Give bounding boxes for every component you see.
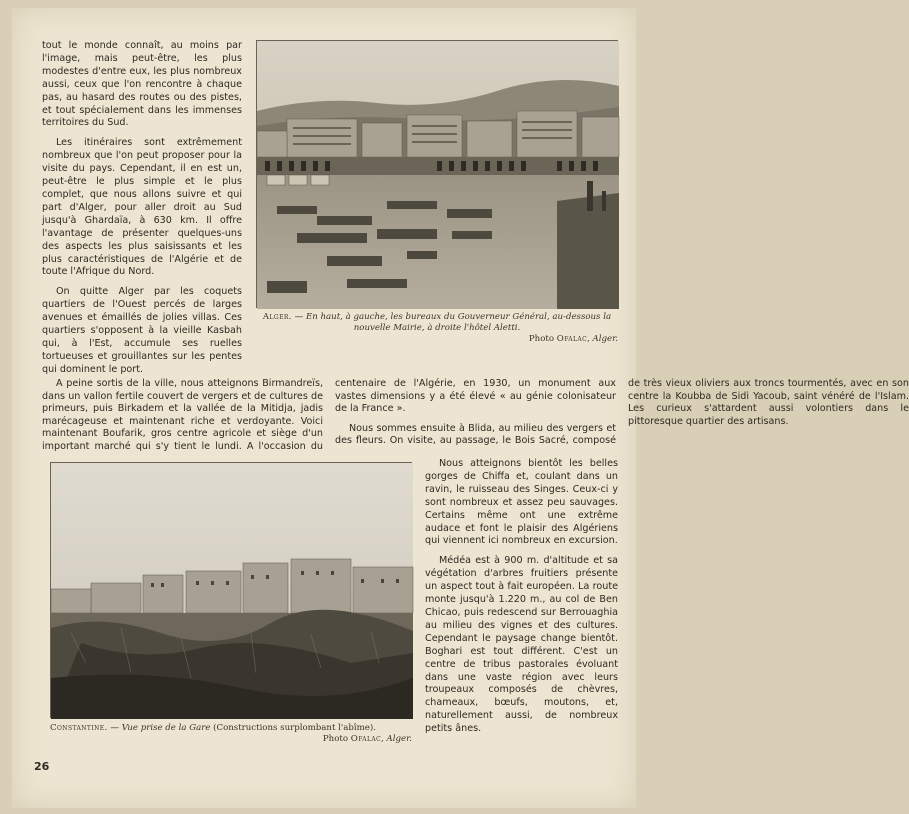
page-number: 26 xyxy=(34,760,50,773)
paragraph: On quitte Alger par les coquets quartiers de l'Ouest percés de larges avenues et émaillés de jolies villas. Ces quartiers s'opposent à la vieille Kasbah qui, à l'Est, accumule ses ruelles tortueuses et grouillantes sur les pentes qui dominent le port. xyxy=(42,286,242,375)
photo-credit: Photo Ofalac, Alger. xyxy=(528,334,618,344)
photo-caption-alger xyxy=(256,312,618,345)
photo-caption-constantine xyxy=(50,723,412,745)
article-middle-left xyxy=(42,378,909,458)
caption-place: Constantine. xyxy=(50,723,108,733)
constantine-photo-svg xyxy=(51,463,413,719)
article-column-right xyxy=(425,458,618,743)
photo-credit: Photo Ofalac, Alger. xyxy=(322,734,412,744)
caption-text: — Vue prise de la Gare xyxy=(107,723,211,733)
photo-constantine xyxy=(50,462,412,718)
paragraph: Nous sommes ensuite à Blida, au milieu des vergers et des fleurs. On visite, au passage, le Bois Sacré, composé de très vieux oliviers aux troncs tourmentés, avec en son centre la Koubba de Sidi Yacoub, saint vénéré de l'Islam. Les curieux s'attardent aussi volontiers dans le pittoresque quartier des artisans. xyxy=(335,378,909,447)
caption-text: — En haut, à gauche, les bureaux du Gouverneur Général, au-dessous la nouvelle Mairie, à droite l'hôtel Aletti. xyxy=(291,312,612,333)
article-column-left xyxy=(42,40,242,384)
photo-alger-harbour xyxy=(256,40,618,308)
paragraph: Médéa est à 900 m. d'altitude et sa végétation d'arbres fruitiers présente un aspect tout à fait européen. La route monte jusqu'à 1.220 m., au col de Ben Chicao, puis redescend sur Berrouaghia au milieu des vignes et des cultures. Cependant le paysage change bientôt. Boghari est tout différent. C'est un centre de tribus pastorales évoluant dans une vaste région avec leurs troupeaux composés de chèvres, chameaux, bœufs, moutons, et, naturellement aussi, de nombreux petits ânes. xyxy=(425,555,618,735)
paragraph: tout le monde connaît, au moins par l'image, mais peut-être, les plus modestes d'entre eux, les plus nombreux aussi, ceux que l'on rencontre à chaque pas, au hasard des routes ou des pistes, et tout spécialement dans les immenses territoires du Sud. xyxy=(42,40,242,129)
caption-rest: (Constructions surplombant l'abîme). xyxy=(210,723,376,733)
alger-harbour-photo-svg xyxy=(257,41,619,309)
paragraph: A peine sortis de la ville, nous atteignons Birmandreïs, dans un vallon fertile couvert de vergers et de cultures de primeurs, puis Birkadem et la vallée de la Mitidja, jadis marécageuse et maintenant riche et verdoyante. Voici maintenant Boufarik, gros centre agricole et siège d'un important marché qui s'y tient le lundi. A l'occasion du centenaire de l'Algérie, en 1930, un monument aux vastes dimensions y a été élevé « au génie colonisateur de la France ». xyxy=(42,378,616,452)
caption-place: Alger. xyxy=(262,312,292,322)
paragraph: Nous atteignons bientôt les belles gorges de Chiffa et, coulant dans un ravin, le ruisseau des Singes. Ceux-ci y sont nombreux et assez peu sauvages. Certains même ont une extrême audace et font le plaisir des Algériens qui viennent ici nombreux en excursion. xyxy=(425,458,618,547)
paragraph: Les itinéraires sont extrêmement nombreux que l'on peut proposer pour la visite du pays. Cependant, il en est un, peut-être le plus simple et le plus complet, que nous allons suivre et qui part d'Alger, pour aller droit au Sud jusqu'à Ghardaïa, à 630 km. Il offre l'avantage de présenter quelques-uns des aspects les plus saisissants et les plus caractéristiques de l'Algérie et de toute l'Afrique du Nord. xyxy=(42,137,242,278)
